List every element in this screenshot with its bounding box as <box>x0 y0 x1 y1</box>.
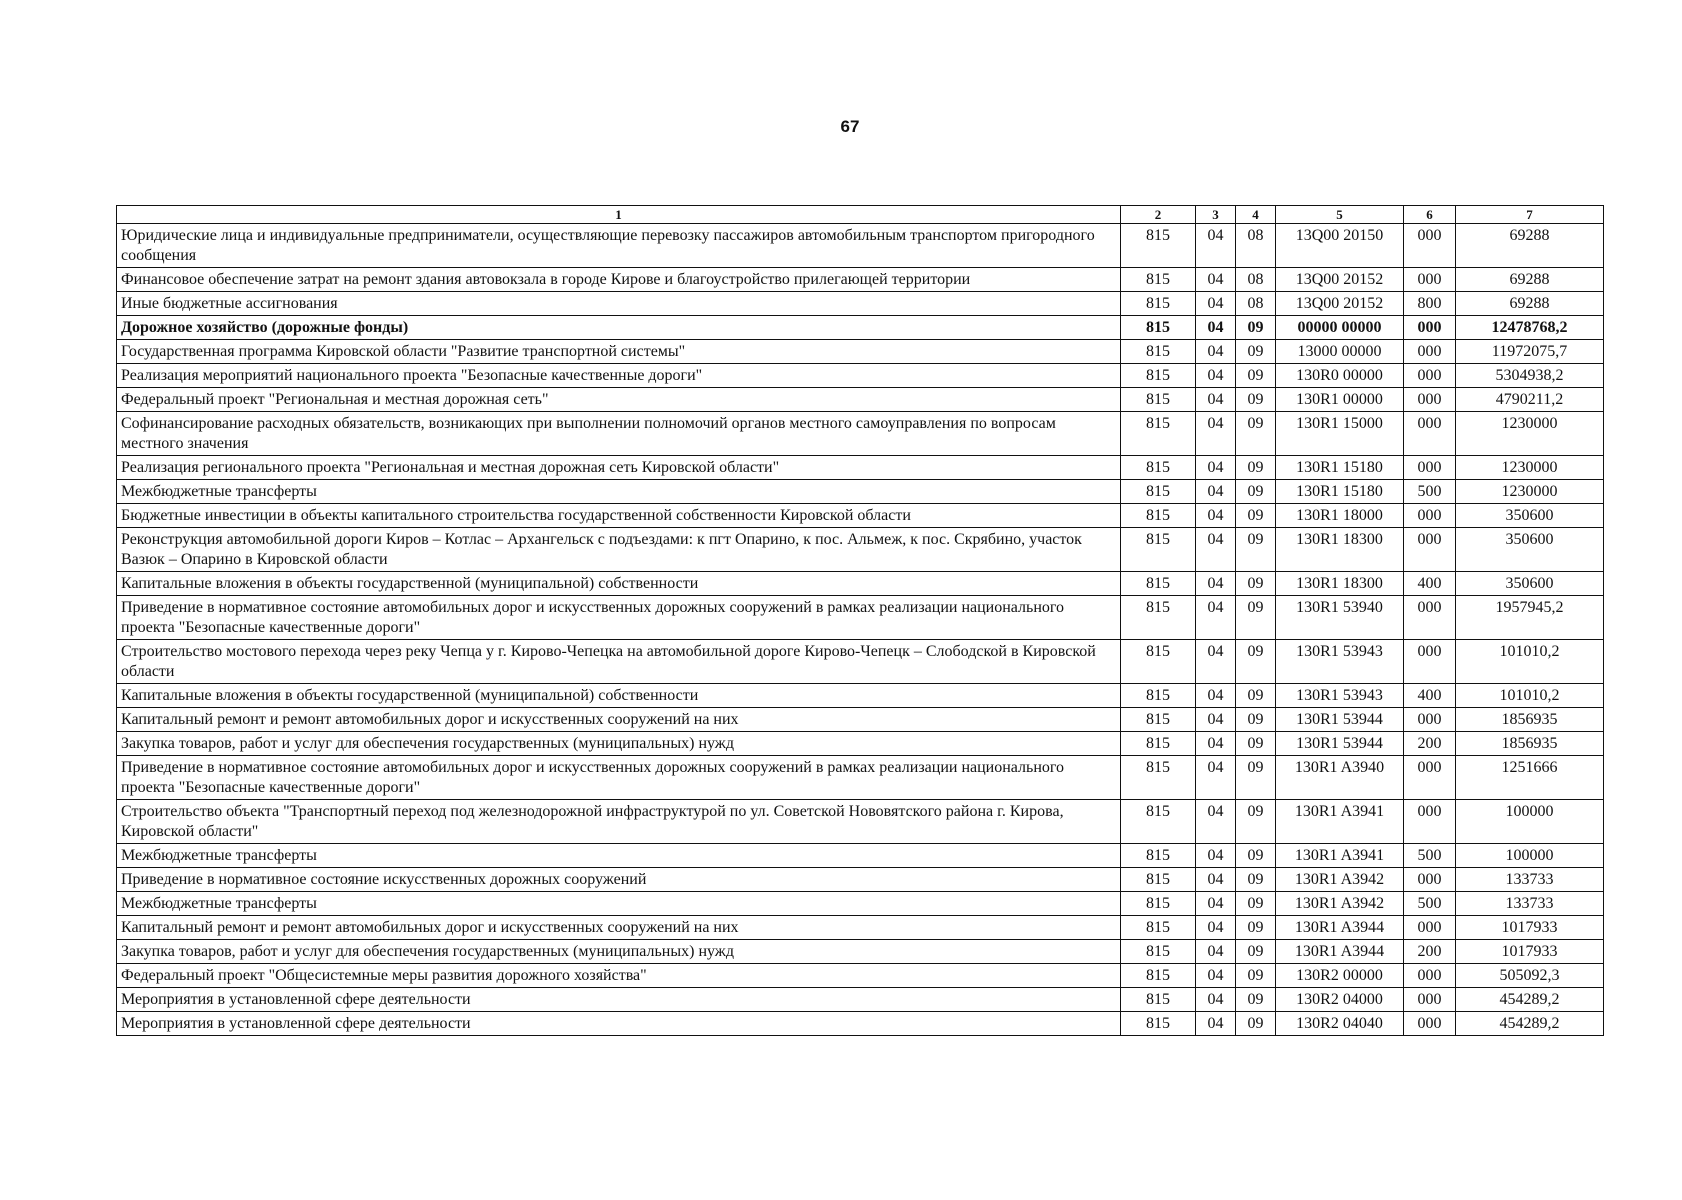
row-subsection-cell: 09 <box>1236 892 1276 916</box>
row-sum-cell: 454289,2 <box>1456 988 1604 1012</box>
row-section-cell: 04 <box>1196 340 1236 364</box>
row-subsection-cell: 09 <box>1236 528 1276 572</box>
row-name-cell: Юридические лица и индивидуальные предприниматели, осуществляющие перевозку пассажиров автомобильным транспортом пригородного сообщения <box>117 224 1121 268</box>
row-expense-type-cell: 000 <box>1404 316 1456 340</box>
row-sum-cell: 505092,3 <box>1456 964 1604 988</box>
row-target-article-cell: 130R1 53944 <box>1276 732 1404 756</box>
row-section-cell: 04 <box>1196 756 1236 800</box>
row-target-article-cell: 130R1 00000 <box>1276 388 1404 412</box>
table-row <box>117 800 1604 844</box>
row-target-article-cell: 130R1 A3941 <box>1276 844 1404 868</box>
table-row <box>117 316 1604 340</box>
table-row <box>117 892 1604 916</box>
row-subsection-cell: 08 <box>1236 292 1276 316</box>
row-name-cell: Закупка товаров, работ и услуг для обеспечения государственных (муниципальных) нужд <box>117 940 1121 964</box>
row-grbs-cell: 815 <box>1121 292 1196 316</box>
row-grbs-cell: 815 <box>1121 756 1196 800</box>
row-sum-cell: 350600 <box>1456 572 1604 596</box>
row-grbs-cell: 815 <box>1121 640 1196 684</box>
row-sum-cell: 1856935 <box>1456 708 1604 732</box>
row-target-article-cell: 130R1 53940 <box>1276 596 1404 640</box>
row-grbs-cell: 815 <box>1121 964 1196 988</box>
row-name-cell: Межбюджетные трансферты <box>117 480 1121 504</box>
row-name-cell: Капитальные вложения в объекты государственной (муниципальной) собственности <box>117 684 1121 708</box>
row-subsection-cell: 09 <box>1236 480 1276 504</box>
row-section-cell: 04 <box>1196 916 1236 940</box>
row-grbs-cell: 815 <box>1121 504 1196 528</box>
row-grbs-cell: 815 <box>1121 708 1196 732</box>
column-header: 5 <box>1276 206 1404 224</box>
row-expense-type-cell: 000 <box>1404 988 1456 1012</box>
row-target-article-cell: 130R1 A3944 <box>1276 940 1404 964</box>
row-target-article-cell: 00000 00000 <box>1276 316 1404 340</box>
row-subsection-cell: 09 <box>1236 732 1276 756</box>
row-sum-cell: 69288 <box>1456 292 1604 316</box>
row-sum-cell: 101010,2 <box>1456 640 1604 684</box>
row-target-article-cell: 13Q00 20150 <box>1276 224 1404 268</box>
row-section-cell: 04 <box>1196 528 1236 572</box>
row-expense-type-cell: 000 <box>1404 756 1456 800</box>
table-row <box>117 988 1604 1012</box>
row-name-cell: Капитальные вложения в объекты государственной (муниципальной) собственности <box>117 572 1121 596</box>
row-grbs-cell: 815 <box>1121 412 1196 456</box>
row-subsection-cell: 09 <box>1236 940 1276 964</box>
row-section-cell: 04 <box>1196 412 1236 456</box>
row-section-cell: 04 <box>1196 268 1236 292</box>
row-subsection-cell: 09 <box>1236 988 1276 1012</box>
row-sum-cell: 12478768,2 <box>1456 316 1604 340</box>
table-row <box>117 732 1604 756</box>
row-subsection-cell: 09 <box>1236 456 1276 480</box>
row-sum-cell: 350600 <box>1456 504 1604 528</box>
row-grbs-cell: 815 <box>1121 988 1196 1012</box>
row-sum-cell: 1230000 <box>1456 412 1604 456</box>
row-section-cell: 04 <box>1196 292 1236 316</box>
row-section-cell: 04 <box>1196 456 1236 480</box>
table-row <box>117 708 1604 732</box>
row-grbs-cell: 815 <box>1121 684 1196 708</box>
row-expense-type-cell: 000 <box>1404 412 1456 456</box>
row-expense-type-cell: 500 <box>1404 892 1456 916</box>
row-target-article-cell: 130R1 18000 <box>1276 504 1404 528</box>
row-target-article-cell: 130R1 18300 <box>1276 528 1404 572</box>
row-expense-type-cell: 000 <box>1404 596 1456 640</box>
row-sum-cell: 1251666 <box>1456 756 1604 800</box>
row-target-article-cell: 130R1 15180 <box>1276 456 1404 480</box>
row-subsection-cell: 09 <box>1236 412 1276 456</box>
row-section-cell: 04 <box>1196 844 1236 868</box>
row-grbs-cell: 815 <box>1121 916 1196 940</box>
row-sum-cell: 100000 <box>1456 800 1604 844</box>
row-target-article-cell: 130R0 00000 <box>1276 364 1404 388</box>
row-section-cell: 04 <box>1196 988 1236 1012</box>
row-name-cell: Софинансирование расходных обязательств, возникающих при выполнении полномочий органов местного самоуправления по вопросам местного значения <box>117 412 1121 456</box>
row-sum-cell: 4790211,2 <box>1456 388 1604 412</box>
row-grbs-cell: 815 <box>1121 224 1196 268</box>
row-section-cell: 04 <box>1196 480 1236 504</box>
table-row <box>117 456 1604 480</box>
row-section-cell: 04 <box>1196 940 1236 964</box>
row-subsection-cell: 09 <box>1236 572 1276 596</box>
table-row <box>117 756 1604 800</box>
table-row <box>117 596 1604 640</box>
row-grbs-cell: 815 <box>1121 940 1196 964</box>
row-name-cell: Федеральный проект "Региональная и местная дорожная сеть" <box>117 388 1121 412</box>
row-subsection-cell: 09 <box>1236 684 1276 708</box>
row-target-article-cell: 130R2 00000 <box>1276 964 1404 988</box>
row-expense-type-cell: 400 <box>1404 684 1456 708</box>
row-section-cell: 04 <box>1196 964 1236 988</box>
row-section-cell: 04 <box>1196 504 1236 528</box>
row-name-cell: Межбюджетные трансферты <box>117 892 1121 916</box>
row-section-cell: 04 <box>1196 892 1236 916</box>
table-row <box>117 388 1604 412</box>
row-target-article-cell: 130R1 15000 <box>1276 412 1404 456</box>
row-name-cell: Приведение в нормативное состояние искусственных дорожных сооружений <box>117 868 1121 892</box>
table-row <box>117 224 1604 268</box>
table-row <box>117 916 1604 940</box>
row-subsection-cell: 09 <box>1236 1012 1276 1036</box>
row-target-article-cell: 130R1 A3941 <box>1276 800 1404 844</box>
table-row <box>117 640 1604 684</box>
row-sum-cell: 1017933 <box>1456 940 1604 964</box>
row-subsection-cell: 09 <box>1236 844 1276 868</box>
row-sum-cell: 69288 <box>1456 268 1604 292</box>
row-expense-type-cell: 000 <box>1404 504 1456 528</box>
row-sum-cell: 133733 <box>1456 892 1604 916</box>
row-expense-type-cell: 000 <box>1404 268 1456 292</box>
row-expense-type-cell: 500 <box>1404 844 1456 868</box>
row-sum-cell: 350600 <box>1456 528 1604 572</box>
row-subsection-cell: 09 <box>1236 340 1276 364</box>
row-target-article-cell: 130R1 A3940 <box>1276 756 1404 800</box>
row-name-cell: Строительство мостового перехода через реку Чепца у г. Кирово-Чепецка на автомобильной дороге Кирово-Чепецк – Слободской в Кировской области <box>117 640 1121 684</box>
row-grbs-cell: 815 <box>1121 596 1196 640</box>
column-header: 1 <box>117 206 1121 224</box>
row-subsection-cell: 09 <box>1236 916 1276 940</box>
row-subsection-cell: 08 <box>1236 268 1276 292</box>
row-name-cell: Дорожное хозяйство (дорожные фонды) <box>117 316 1121 340</box>
row-subsection-cell: 09 <box>1236 964 1276 988</box>
row-target-article-cell: 13000 00000 <box>1276 340 1404 364</box>
row-subsection-cell: 09 <box>1236 708 1276 732</box>
row-target-article-cell: 130R1 53943 <box>1276 684 1404 708</box>
row-target-article-cell: 130R1 53943 <box>1276 640 1404 684</box>
table-row <box>117 572 1604 596</box>
row-name-cell: Мероприятия в установленной сфере деятельности <box>117 1012 1121 1036</box>
row-expense-type-cell: 000 <box>1404 708 1456 732</box>
table-row <box>117 964 1604 988</box>
row-name-cell: Бюджетные инвестиции в объекты капитального строительства государственной собственности Кировской области <box>117 504 1121 528</box>
row-subsection-cell: 09 <box>1236 756 1276 800</box>
row-section-cell: 04 <box>1196 800 1236 844</box>
row-section-cell: 04 <box>1196 640 1236 684</box>
row-target-article-cell: 130R2 04040 <box>1276 1012 1404 1036</box>
row-sum-cell: 100000 <box>1456 844 1604 868</box>
budget-table <box>116 205 1604 1036</box>
row-sum-cell: 1230000 <box>1456 480 1604 504</box>
row-expense-type-cell: 400 <box>1404 572 1456 596</box>
row-expense-type-cell: 000 <box>1404 224 1456 268</box>
row-grbs-cell: 815 <box>1121 572 1196 596</box>
row-section-cell: 04 <box>1196 708 1236 732</box>
row-section-cell: 04 <box>1196 868 1236 892</box>
column-header: 6 <box>1404 206 1456 224</box>
row-expense-type-cell: 000 <box>1404 340 1456 364</box>
row-name-cell: Капитальный ремонт и ремонт автомобильных дорог и искусственных сооружений на них <box>117 916 1121 940</box>
row-expense-type-cell: 200 <box>1404 732 1456 756</box>
row-target-article-cell: 13Q00 20152 <box>1276 268 1404 292</box>
table-row <box>117 340 1604 364</box>
row-subsection-cell: 09 <box>1236 596 1276 640</box>
row-grbs-cell: 815 <box>1121 364 1196 388</box>
row-expense-type-cell: 000 <box>1404 916 1456 940</box>
row-sum-cell: 133733 <box>1456 868 1604 892</box>
table-row <box>117 844 1604 868</box>
row-name-cell: Межбюджетные трансферты <box>117 844 1121 868</box>
row-subsection-cell: 08 <box>1236 224 1276 268</box>
row-expense-type-cell: 200 <box>1404 940 1456 964</box>
row-sum-cell: 101010,2 <box>1456 684 1604 708</box>
row-grbs-cell: 815 <box>1121 480 1196 504</box>
table-row <box>117 528 1604 572</box>
column-header: 2 <box>1121 206 1196 224</box>
table-body <box>117 224 1604 1036</box>
row-expense-type-cell: 000 <box>1404 640 1456 684</box>
row-grbs-cell: 815 <box>1121 844 1196 868</box>
page-number: 67 <box>840 117 860 136</box>
table-row <box>117 364 1604 388</box>
row-grbs-cell: 815 <box>1121 388 1196 412</box>
row-grbs-cell: 815 <box>1121 456 1196 480</box>
row-target-article-cell: 130R1 A3944 <box>1276 916 1404 940</box>
row-name-cell: Строительство объекта "Транспортный переход под железнодорожной инфраструктурой по ул. Советской Нововятского района г. Кирова, Кировской области" <box>117 800 1121 844</box>
row-name-cell: Мероприятия в установленной сфере деятельности <box>117 988 1121 1012</box>
column-header: 7 <box>1456 206 1604 224</box>
row-expense-type-cell: 000 <box>1404 528 1456 572</box>
row-sum-cell: 1856935 <box>1456 732 1604 756</box>
row-expense-type-cell: 800 <box>1404 292 1456 316</box>
row-subsection-cell: 09 <box>1236 316 1276 340</box>
row-section-cell: 04 <box>1196 316 1236 340</box>
row-subsection-cell: 09 <box>1236 364 1276 388</box>
table-header-row <box>117 206 1604 224</box>
table-row <box>117 868 1604 892</box>
row-subsection-cell: 09 <box>1236 800 1276 844</box>
row-name-cell: Федеральный проект "Общесистемные меры развития дорожного хозяйства" <box>117 964 1121 988</box>
row-name-cell: Государственная программа Кировской области "Развитие транспортной системы" <box>117 340 1121 364</box>
row-grbs-cell: 815 <box>1121 892 1196 916</box>
row-name-cell: Реконструкция автомобильной дороги Киров – Котлас – Архангельск с подъездами: к пгт Опарино, к пос. Альмеж, к пос. Скрябино, участок Вазюк – Опарино в Кировской области <box>117 528 1121 572</box>
row-grbs-cell: 815 <box>1121 316 1196 340</box>
row-section-cell: 04 <box>1196 572 1236 596</box>
row-name-cell: Реализация мероприятий национального проекта "Безопасные качественные дороги" <box>117 364 1121 388</box>
row-expense-type-cell: 500 <box>1404 480 1456 504</box>
table-row <box>117 268 1604 292</box>
row-sum-cell: 454289,2 <box>1456 1012 1604 1036</box>
table-row <box>117 292 1604 316</box>
row-expense-type-cell: 000 <box>1404 800 1456 844</box>
row-subsection-cell: 09 <box>1236 388 1276 412</box>
row-subsection-cell: 09 <box>1236 504 1276 528</box>
row-expense-type-cell: 000 <box>1404 456 1456 480</box>
row-grbs-cell: 815 <box>1121 1012 1196 1036</box>
row-grbs-cell: 815 <box>1121 268 1196 292</box>
row-sum-cell: 5304938,2 <box>1456 364 1604 388</box>
row-section-cell: 04 <box>1196 388 1236 412</box>
row-section-cell: 04 <box>1196 596 1236 640</box>
row-expense-type-cell: 000 <box>1404 1012 1456 1036</box>
row-target-article-cell: 130R1 A3942 <box>1276 892 1404 916</box>
row-sum-cell: 69288 <box>1456 224 1604 268</box>
row-target-article-cell: 13Q00 20152 <box>1276 292 1404 316</box>
row-target-article-cell: 130R1 18300 <box>1276 572 1404 596</box>
row-name-cell: Капитальный ремонт и ремонт автомобильных дорог и искусственных сооружений на них <box>117 708 1121 732</box>
row-grbs-cell: 815 <box>1121 340 1196 364</box>
row-name-cell: Приведение в нормативное состояние автомобильных дорог и искусственных дорожных сооружений в рамках реализации национального проекта "Безопасные качественные дороги" <box>117 756 1121 800</box>
row-section-cell: 04 <box>1196 1012 1236 1036</box>
row-grbs-cell: 815 <box>1121 800 1196 844</box>
table-row <box>117 1012 1604 1036</box>
row-section-cell: 04 <box>1196 684 1236 708</box>
row-sum-cell: 1230000 <box>1456 456 1604 480</box>
row-subsection-cell: 09 <box>1236 868 1276 892</box>
row-target-article-cell: 130R1 53944 <box>1276 708 1404 732</box>
row-expense-type-cell: 000 <box>1404 868 1456 892</box>
column-header: 4 <box>1236 206 1276 224</box>
row-grbs-cell: 815 <box>1121 732 1196 756</box>
row-expense-type-cell: 000 <box>1404 364 1456 388</box>
row-section-cell: 04 <box>1196 224 1236 268</box>
row-name-cell: Иные бюджетные ассигнования <box>117 292 1121 316</box>
row-section-cell: 04 <box>1196 732 1236 756</box>
row-expense-type-cell: 000 <box>1404 388 1456 412</box>
row-name-cell: Финансовое обеспечение затрат на ремонт здания автовокзала в городе Кирове и благоустройство прилегающей территории <box>117 268 1121 292</box>
row-grbs-cell: 815 <box>1121 868 1196 892</box>
row-target-article-cell: 130R2 04000 <box>1276 988 1404 1012</box>
table-row <box>117 412 1604 456</box>
row-grbs-cell: 815 <box>1121 528 1196 572</box>
row-target-article-cell: 130R1 15180 <box>1276 480 1404 504</box>
row-section-cell: 04 <box>1196 364 1236 388</box>
row-subsection-cell: 09 <box>1236 640 1276 684</box>
row-sum-cell: 1017933 <box>1456 916 1604 940</box>
column-header: 3 <box>1196 206 1236 224</box>
table-row <box>117 940 1604 964</box>
row-name-cell: Закупка товаров, работ и услуг для обеспечения государственных (муниципальных) нужд <box>117 732 1121 756</box>
row-sum-cell: 1957945,2 <box>1456 596 1604 640</box>
table-row <box>117 684 1604 708</box>
table-row <box>117 480 1604 504</box>
row-sum-cell: 11972075,7 <box>1456 340 1604 364</box>
row-target-article-cell: 130R1 A3942 <box>1276 868 1404 892</box>
row-name-cell: Приведение в нормативное состояние автомобильных дорог и искусственных дорожных сооружений в рамках реализации национального проекта "Безопасные качественные дороги" <box>117 596 1121 640</box>
row-expense-type-cell: 000 <box>1404 964 1456 988</box>
row-name-cell: Реализация регионального проекта "Региональная и местная дорожная сеть Кировской области" <box>117 456 1121 480</box>
table-row <box>117 504 1604 528</box>
